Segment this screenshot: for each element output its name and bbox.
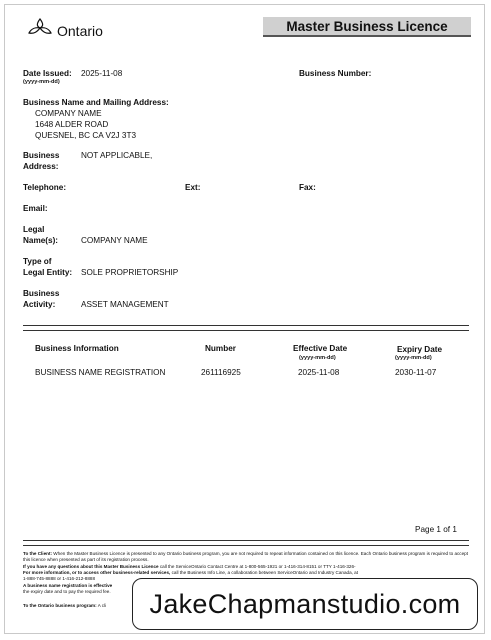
ontario-logo [27,17,127,41]
legal-name-label-2: Name(s): [23,236,59,245]
programs-notice [23,603,143,609]
programs-label: To the Ontario business program: [23,603,97,608]
mailing-line-3: QUESNEL, BC CA V2J 3T3 [35,131,137,140]
logo-wordmark: Ontario [57,23,103,39]
client-notice-text: When the Master Business Licence is presented to any Ontario business program, you are not required to repeat information contained on this licence. Each Ontario business program is required to accept this licence when presented as part of its registration process. [23,551,468,562]
renewal-text: the expiry date and to pay the required fee. [23,589,111,594]
section-divider-top [23,325,469,326]
business-address-label-2: Address: [23,162,59,171]
col-header-effective-format: (yyyy-mm-dd) [299,355,336,361]
mailing-line-2: 1648 ALDER ROAD [35,120,109,129]
row-effective: 2025-11-08 [298,368,340,377]
more-info-label: For more information, or to access other business-related services, [23,570,171,575]
col-header-expiry-format: (yyyy-mm-dd) [395,355,432,361]
page-number: Page 1 of 1 [415,525,457,534]
more-info-numbers: 1-888-745-8888 or 1-416-212-8888 [23,576,96,581]
date-issued-value: 2025-11-08 [81,69,123,78]
programs-text: A cli [97,603,107,608]
activity-value: ASSET MANAGEMENT [81,300,169,309]
business-address-label-1: Business [23,151,60,160]
renewal-label: A business name registration is effective [23,583,113,588]
legal-entity-label-1: Type of [23,257,52,266]
client-notice [23,551,469,563]
row-info: BUSINESS NAME REGISTRATION [35,368,166,377]
licence-page [4,4,485,634]
section-divider-top-2 [23,330,469,331]
legal-name-label-1: Legal [23,225,45,234]
more-info-text: call the Business Info Line, a collaboration between ServiceOntario and Industry Canada, at [171,570,359,575]
col-header-expiry: Expiry Date [397,345,443,354]
email-label: Email: [23,204,48,213]
questions-notice-label: If you have any questions about this Master Business Licence [23,564,159,569]
section-divider-bottom [23,540,469,541]
client-notice-label: To the Client: [23,551,53,556]
mailing-address-label: Business Name and Mailing Address: [23,98,169,107]
fax-label: Fax: [299,183,316,192]
date-format-hint: (yyyy-mm-dd) [23,79,60,85]
date-issued-label: Date Issued: [23,69,72,78]
col-header-effective: Effective Date [293,344,348,353]
business-number-label: Business Number: [299,69,372,78]
legal-entity-value: SOLE PROPRIETORSHIP [81,268,179,277]
mailing-line-1: COMPANY NAME [35,109,102,118]
row-number: 261116925 [201,368,241,377]
business-address-value: NOT APPLICABLE, [81,151,153,160]
activity-label-2: Activity: [23,300,56,309]
legal-name-value: COMPANY NAME [81,236,148,245]
col-header-info: Business Information [35,344,119,353]
legal-entity-label-2: Legal Entity: [23,268,73,277]
ext-label: Ext: [185,183,201,192]
trillium-icon [27,17,53,37]
document-title: Master Business Licence [263,17,471,37]
row-expiry: 2030-11-07 [395,368,437,377]
questions-notice-text: call the ServiceOntario Contact Centre at 1-800-565-1921 or 1-416-314-8151 or TTY 1-416-326- [159,564,356,569]
watermark-banner: JakeChapmanstudio.com [132,578,478,630]
activity-label-1: Business [23,289,60,298]
telephone-label: Telephone: [23,183,67,192]
section-divider-bottom-2 [23,545,469,546]
col-header-number: Number [205,344,236,353]
